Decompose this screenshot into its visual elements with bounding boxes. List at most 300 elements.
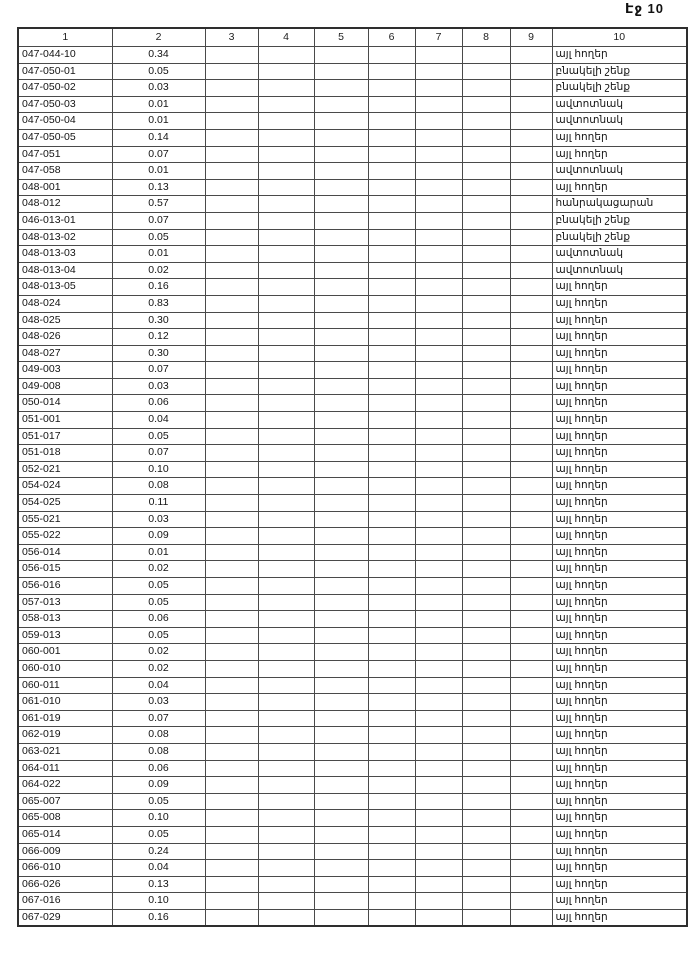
cell-empty-col3 <box>205 412 258 429</box>
cell-empty-col6 <box>368 362 415 379</box>
column-header-2: 2 <box>112 28 205 47</box>
cell-empty-col7 <box>415 229 462 246</box>
cell-empty-col4 <box>258 810 314 827</box>
cell-empty-col3 <box>205 179 258 196</box>
cell-empty-col9 <box>510 47 552 64</box>
cell-empty-col6 <box>368 644 415 661</box>
cell-parcel-code: 061-010 <box>18 694 112 711</box>
cell-empty-col8 <box>462 378 510 395</box>
table-body <box>18 47 687 927</box>
cell-empty-col7 <box>415 677 462 694</box>
cell-empty-col3 <box>205 47 258 64</box>
cell-empty-col7 <box>415 544 462 561</box>
cell-parcel-code: 066-009 <box>18 843 112 860</box>
cell-parcel-code: 065-014 <box>18 826 112 843</box>
cell-empty-col4 <box>258 163 314 180</box>
cell-empty-col9 <box>510 395 552 412</box>
table-row <box>18 80 687 97</box>
cell-empty-col9 <box>510 129 552 146</box>
cell-empty-col5 <box>314 495 368 512</box>
cell-empty-col6 <box>368 660 415 677</box>
cell-empty-col4 <box>258 495 314 512</box>
cell-empty-col3 <box>205 378 258 395</box>
cell-property-type: այլ հողեր <box>552 860 687 877</box>
cell-empty-col6 <box>368 412 415 429</box>
cell-parcel-code: 050-014 <box>18 395 112 412</box>
table-row <box>18 461 687 478</box>
cell-parcel-code: 048-013-02 <box>18 229 112 246</box>
cell-empty-col7 <box>415 909 462 926</box>
cell-empty-col9 <box>510 760 552 777</box>
cell-empty-col3 <box>205 362 258 379</box>
cell-area-value: 0.06 <box>112 395 205 412</box>
cell-empty-col3 <box>205 710 258 727</box>
cell-empty-col7 <box>415 295 462 312</box>
cell-empty-col3 <box>205 196 258 213</box>
cell-parcel-code: 067-029 <box>18 909 112 926</box>
cell-empty-col5 <box>314 578 368 595</box>
cell-area-value: 0.05 <box>112 578 205 595</box>
table-row <box>18 694 687 711</box>
table-row <box>18 627 687 644</box>
cell-empty-col4 <box>258 677 314 694</box>
cell-parcel-code: 060-001 <box>18 644 112 661</box>
cell-property-type: այլ հողեր <box>552 47 687 64</box>
cell-property-type: այլ հողեր <box>552 660 687 677</box>
cell-empty-col6 <box>368 627 415 644</box>
cell-empty-col3 <box>205 395 258 412</box>
table-row <box>18 893 687 910</box>
cell-property-type: այլ հողեր <box>552 611 687 628</box>
cell-empty-col4 <box>258 760 314 777</box>
cell-empty-col4 <box>258 528 314 545</box>
cell-empty-col8 <box>462 627 510 644</box>
cell-property-type: այլ հողեր <box>552 760 687 777</box>
cell-empty-col8 <box>462 196 510 213</box>
cell-parcel-code: 047-050-01 <box>18 63 112 80</box>
cell-empty-col7 <box>415 378 462 395</box>
cell-empty-col4 <box>258 611 314 628</box>
cell-property-type: ավտոտնակ <box>552 262 687 279</box>
cell-empty-col9 <box>510 96 552 113</box>
cell-empty-col6 <box>368 113 415 130</box>
cell-empty-col4 <box>258 644 314 661</box>
cell-property-type: բնակելի շենք <box>552 80 687 97</box>
cell-empty-col6 <box>368 810 415 827</box>
cell-empty-col8 <box>462 644 510 661</box>
cell-area-value: 0.09 <box>112 777 205 794</box>
cell-area-value: 0.05 <box>112 826 205 843</box>
cell-empty-col3 <box>205 312 258 329</box>
cell-empty-col9 <box>510 694 552 711</box>
table-row <box>18 710 687 727</box>
cell-empty-col9 <box>510 860 552 877</box>
cell-area-value: 0.08 <box>112 727 205 744</box>
cell-empty-col6 <box>368 47 415 64</box>
cell-empty-col8 <box>462 262 510 279</box>
table-row <box>18 594 687 611</box>
cell-parcel-code: 057-013 <box>18 594 112 611</box>
cell-area-value: 0.01 <box>112 96 205 113</box>
cell-area-value: 0.09 <box>112 528 205 545</box>
cell-empty-col6 <box>368 428 415 445</box>
cell-property-type: այլ հողեր <box>552 295 687 312</box>
cell-area-value: 0.10 <box>112 461 205 478</box>
cell-empty-col8 <box>462 826 510 843</box>
cell-empty-col3 <box>205 428 258 445</box>
table-row <box>18 146 687 163</box>
cell-empty-col8 <box>462 96 510 113</box>
cell-empty-col4 <box>258 860 314 877</box>
cell-parcel-code: 047-044-10 <box>18 47 112 64</box>
cell-empty-col9 <box>510 909 552 926</box>
cell-parcel-code: 059-013 <box>18 627 112 644</box>
cell-area-value: 0.07 <box>112 362 205 379</box>
cell-empty-col7 <box>415 428 462 445</box>
cell-empty-col3 <box>205 345 258 362</box>
cell-empty-col3 <box>205 229 258 246</box>
cell-property-type: հանրակացարան <box>552 196 687 213</box>
cell-empty-col6 <box>368 727 415 744</box>
cell-empty-col7 <box>415 777 462 794</box>
cell-property-type: բնակելի շենք <box>552 212 687 229</box>
cell-empty-col5 <box>314 63 368 80</box>
cell-area-value: 0.14 <box>112 129 205 146</box>
cell-parcel-code: 052-021 <box>18 461 112 478</box>
cell-property-type: այլ հողեր <box>552 694 687 711</box>
cell-parcel-code: 048-027 <box>18 345 112 362</box>
cell-empty-col7 <box>415 246 462 263</box>
cell-empty-col4 <box>258 727 314 744</box>
cell-empty-col4 <box>258 395 314 412</box>
cell-parcel-code: 066-026 <box>18 876 112 893</box>
cell-empty-col9 <box>510 362 552 379</box>
cell-empty-col7 <box>415 694 462 711</box>
cell-empty-col8 <box>462 478 510 495</box>
cell-property-type: այլ հողեր <box>552 445 687 462</box>
cell-empty-col7 <box>415 262 462 279</box>
cell-area-value: 0.30 <box>112 345 205 362</box>
cell-empty-col8 <box>462 312 510 329</box>
cell-empty-col8 <box>462 461 510 478</box>
cell-parcel-code: 048-025 <box>18 312 112 329</box>
cell-empty-col4 <box>258 279 314 296</box>
cell-empty-col6 <box>368 578 415 595</box>
cell-empty-col9 <box>510 113 552 130</box>
cell-empty-col4 <box>258 329 314 346</box>
cell-empty-col6 <box>368 246 415 263</box>
cell-empty-col8 <box>462 561 510 578</box>
cell-empty-col3 <box>205 660 258 677</box>
table-row <box>18 478 687 495</box>
cell-empty-col9 <box>510 843 552 860</box>
table-row <box>18 810 687 827</box>
cell-empty-col8 <box>462 179 510 196</box>
table-row <box>18 113 687 130</box>
cell-property-type: այլ հողեր <box>552 561 687 578</box>
column-header-8: 8 <box>462 28 510 47</box>
cell-empty-col9 <box>510 644 552 661</box>
cell-empty-col9 <box>510 561 552 578</box>
cell-empty-col3 <box>205 528 258 545</box>
cell-empty-col7 <box>415 743 462 760</box>
cell-empty-col5 <box>314 793 368 810</box>
cell-property-type: բնակելի շենք <box>552 63 687 80</box>
cell-parcel-code: 063-021 <box>18 743 112 760</box>
cell-empty-col7 <box>415 644 462 661</box>
cell-empty-col9 <box>510 279 552 296</box>
cell-empty-col7 <box>415 727 462 744</box>
cell-empty-col6 <box>368 63 415 80</box>
table-row <box>18 378 687 395</box>
table-row <box>18 295 687 312</box>
cell-empty-col7 <box>415 627 462 644</box>
cell-empty-col3 <box>205 578 258 595</box>
table-row <box>18 777 687 794</box>
cell-property-type: ավտոտնակ <box>552 163 687 180</box>
cell-empty-col6 <box>368 561 415 578</box>
cell-property-type: այլ հողեր <box>552 329 687 346</box>
cell-area-value: 0.08 <box>112 743 205 760</box>
cell-empty-col9 <box>510 495 552 512</box>
cell-empty-col6 <box>368 909 415 926</box>
cell-empty-col3 <box>205 594 258 611</box>
cell-empty-col7 <box>415 826 462 843</box>
cell-empty-col8 <box>462 843 510 860</box>
cell-empty-col8 <box>462 229 510 246</box>
table-row <box>18 362 687 379</box>
table-row <box>18 96 687 113</box>
cell-empty-col5 <box>314 146 368 163</box>
cell-empty-col8 <box>462 113 510 130</box>
cell-empty-col7 <box>415 561 462 578</box>
cell-empty-col9 <box>510 412 552 429</box>
cell-empty-col6 <box>368 694 415 711</box>
cell-property-type: այլ հողեր <box>552 146 687 163</box>
cell-empty-col8 <box>462 495 510 512</box>
cell-property-type: այլ հողեր <box>552 478 687 495</box>
cell-empty-col7 <box>415 511 462 528</box>
cell-empty-col6 <box>368 860 415 877</box>
cell-empty-col5 <box>314 47 368 64</box>
cell-empty-col4 <box>258 694 314 711</box>
cell-empty-col5 <box>314 378 368 395</box>
cell-empty-col5 <box>314 727 368 744</box>
cell-parcel-code: 058-013 <box>18 611 112 628</box>
cell-empty-col7 <box>415 412 462 429</box>
cell-empty-col9 <box>510 295 552 312</box>
cell-property-type: այլ հողեր <box>552 843 687 860</box>
cell-parcel-code: 056-015 <box>18 561 112 578</box>
cell-empty-col4 <box>258 660 314 677</box>
cell-empty-col9 <box>510 146 552 163</box>
table-row <box>18 644 687 661</box>
cell-empty-col8 <box>462 47 510 64</box>
cell-empty-col6 <box>368 893 415 910</box>
cell-area-value: 0.24 <box>112 843 205 860</box>
cell-empty-col6 <box>368 461 415 478</box>
cell-empty-col6 <box>368 96 415 113</box>
cell-property-type: այլ հողեր <box>552 378 687 395</box>
cell-empty-col3 <box>205 511 258 528</box>
cell-empty-col6 <box>368 212 415 229</box>
cell-empty-col8 <box>462 329 510 346</box>
cell-parcel-code: 051-018 <box>18 445 112 462</box>
cell-empty-col8 <box>462 63 510 80</box>
cell-empty-col8 <box>462 660 510 677</box>
cell-parcel-code: 060-011 <box>18 677 112 694</box>
cell-empty-col9 <box>510 461 552 478</box>
cell-empty-col3 <box>205 860 258 877</box>
cell-empty-col6 <box>368 146 415 163</box>
cell-empty-col6 <box>368 843 415 860</box>
cell-empty-col3 <box>205 445 258 462</box>
cell-empty-col6 <box>368 511 415 528</box>
cell-property-type: այլ հողեր <box>552 578 687 595</box>
cell-empty-col7 <box>415 362 462 379</box>
cell-empty-col9 <box>510 594 552 611</box>
cell-empty-col5 <box>314 312 368 329</box>
cell-empty-col6 <box>368 528 415 545</box>
cell-empty-col6 <box>368 743 415 760</box>
cell-parcel-code: 055-022 <box>18 528 112 545</box>
cell-empty-col4 <box>258 544 314 561</box>
cell-empty-col8 <box>462 362 510 379</box>
cell-empty-col4 <box>258 893 314 910</box>
cell-empty-col8 <box>462 80 510 97</box>
cell-empty-col9 <box>510 677 552 694</box>
cell-empty-col8 <box>462 893 510 910</box>
cell-empty-col6 <box>368 710 415 727</box>
cell-empty-col5 <box>314 163 368 180</box>
cell-empty-col9 <box>510 246 552 263</box>
cell-empty-col9 <box>510 329 552 346</box>
cell-empty-col4 <box>258 229 314 246</box>
cell-empty-col3 <box>205 627 258 644</box>
cell-area-value: 0.07 <box>112 710 205 727</box>
cell-empty-col7 <box>415 279 462 296</box>
table-row <box>18 179 687 196</box>
cell-empty-col9 <box>510 544 552 561</box>
cell-empty-col9 <box>510 212 552 229</box>
cell-property-type: բնակելի շենք <box>552 229 687 246</box>
cell-empty-col4 <box>258 743 314 760</box>
table-row <box>18 63 687 80</box>
cell-parcel-code: 048-012 <box>18 196 112 213</box>
cell-empty-col9 <box>510 312 552 329</box>
cell-empty-col4 <box>258 428 314 445</box>
cell-parcel-code: 064-011 <box>18 760 112 777</box>
cell-area-value: 0.02 <box>112 660 205 677</box>
cell-empty-col9 <box>510 229 552 246</box>
table-row <box>18 312 687 329</box>
cell-empty-col6 <box>368 80 415 97</box>
cell-parcel-code: 061-019 <box>18 710 112 727</box>
cell-property-type: այլ հողեր <box>552 743 687 760</box>
table-row <box>18 129 687 146</box>
cell-empty-col4 <box>258 113 314 130</box>
cell-empty-col8 <box>462 295 510 312</box>
column-header-5: 5 <box>314 28 368 47</box>
cell-empty-col4 <box>258 627 314 644</box>
cell-empty-col5 <box>314 893 368 910</box>
cell-area-value: 0.08 <box>112 478 205 495</box>
cell-empty-col6 <box>368 793 415 810</box>
cell-empty-col8 <box>462 345 510 362</box>
table-row <box>18 760 687 777</box>
cell-empty-col8 <box>462 677 510 694</box>
cell-empty-col3 <box>205 129 258 146</box>
cell-area-value: 0.05 <box>112 428 205 445</box>
cell-parcel-code: 062-019 <box>18 727 112 744</box>
cell-empty-col6 <box>368 395 415 412</box>
cell-property-type: այլ հողեր <box>552 594 687 611</box>
cell-area-value: 0.01 <box>112 163 205 180</box>
cell-empty-col8 <box>462 909 510 926</box>
cell-empty-col7 <box>415 196 462 213</box>
cell-empty-col6 <box>368 544 415 561</box>
cell-empty-col8 <box>462 528 510 545</box>
cell-empty-col9 <box>510 163 552 180</box>
cell-property-type: այլ հողեր <box>552 345 687 362</box>
cell-property-type: այլ հողեր <box>552 876 687 893</box>
cell-area-value: 0.07 <box>112 445 205 462</box>
column-header-4: 4 <box>258 28 314 47</box>
cell-parcel-code: 051-017 <box>18 428 112 445</box>
cell-empty-col3 <box>205 826 258 843</box>
cell-empty-col5 <box>314 561 368 578</box>
cell-empty-col6 <box>368 611 415 628</box>
cell-empty-col8 <box>462 412 510 429</box>
cell-empty-col4 <box>258 312 314 329</box>
cell-empty-col9 <box>510 826 552 843</box>
cell-empty-col5 <box>314 96 368 113</box>
cell-parcel-code: 047-051 <box>18 146 112 163</box>
table-row <box>18 229 687 246</box>
cell-empty-col8 <box>462 727 510 744</box>
cell-empty-col9 <box>510 876 552 893</box>
table-row <box>18 528 687 545</box>
cell-parcel-code: 048-013-03 <box>18 246 112 263</box>
cell-empty-col7 <box>415 113 462 130</box>
cell-empty-col9 <box>510 262 552 279</box>
cell-empty-col4 <box>258 909 314 926</box>
cell-empty-col5 <box>314 710 368 727</box>
cell-empty-col6 <box>368 196 415 213</box>
cell-parcel-code: 055-021 <box>18 511 112 528</box>
table-row <box>18 860 687 877</box>
cell-empty-col3 <box>205 876 258 893</box>
cell-empty-col4 <box>258 876 314 893</box>
cell-empty-col4 <box>258 212 314 229</box>
column-header-1: 1 <box>18 28 112 47</box>
cell-empty-col8 <box>462 428 510 445</box>
cell-empty-col4 <box>258 578 314 595</box>
cell-empty-col7 <box>415 345 462 362</box>
cell-parcel-code: 067-016 <box>18 893 112 910</box>
table-row <box>18 843 687 860</box>
cell-empty-col4 <box>258 826 314 843</box>
cell-property-type: այլ հողեր <box>552 279 687 296</box>
cell-empty-col9 <box>510 627 552 644</box>
table-row <box>18 412 687 429</box>
cell-empty-col6 <box>368 345 415 362</box>
cell-empty-col8 <box>462 279 510 296</box>
cell-empty-col8 <box>462 395 510 412</box>
cell-empty-col9 <box>510 710 552 727</box>
cell-empty-col7 <box>415 893 462 910</box>
column-header-6: 6 <box>368 28 415 47</box>
